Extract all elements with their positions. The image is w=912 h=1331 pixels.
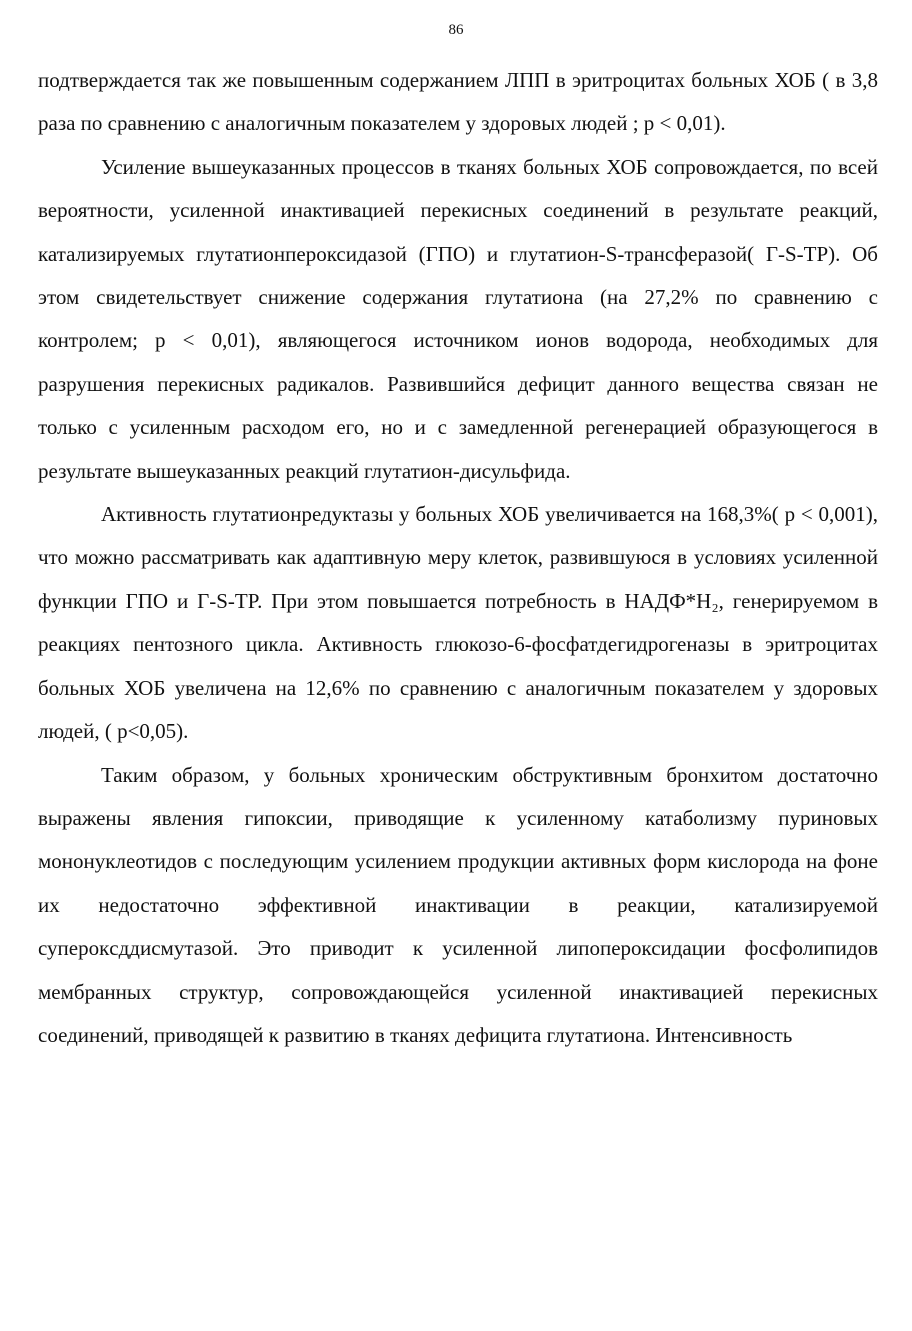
page-number: 86 xyxy=(448,22,464,38)
paragraph-glutathione-reductase: Активность глутатионредуктазы у больных ХОБ увеличивается на 168,3%( р < 0,001), что можно рассматривать как адаптивную меру клеток, развившуюся в условиях усиленной функции ГПО и Г-S-TP. При этом повышается потребность в НАДФ*Н₂, генерируемом в реакциях пентозного цикла. Активность глюкозо-6-фосфатдегидрогеназы в эритроцитах больных ХОБ увеличена на 12,6% по сравнению с аналогичным показателем у здоровых людей, ( р<0,05). xyxy=(38,502,878,744)
paragraph-continuation: подтверждается так же повышенным содержанием ЛПП в эритроцитах больных ХОБ ( в 3,8 раза по сравнению с аналогичным показателем у здоровых людей ; р < 0,01). xyxy=(38,68,878,136)
paragraph-conclusion: Таким образом, у больных хроническим обструктивным бронхитом достаточно выражены явления гипоксии, приводящие к усиленному катаболизму пуриновых мононуклеотидов с последующим усилением продукции активных форм кислорода на фоне их недостаточно эффективной инактивации в реакции, катализируемой суперокcддисмутазой. Это приводит к усиленной липопероксидации фосфолипидов мембранных структур, сопровождающейся усиленной инактивацией перекисных соединений, приводящей к развитию в тканях дефицита глутатиона. Интенсивность xyxy=(38,762,878,1047)
page-body xyxy=(38,59,878,1057)
paragraph-glutathione-inactivation: Усиление вышеуказанных процессов в тканях больных ХОБ сопровождается, по всей вероятности, усиленной инактивацией перекисных соединений в результате реакций, катализируемых глутатионпероксидазой (ГПО) и глутатион-S-трансферазой( Г-S-TP). Об этом свидетельствует снижение содержания глутатиона (на 27,2% по сравнению с контролем; р < 0,01), являющегося источником ионов водорода, необходимых для разрушения перекисных радикалов. Развившийся дефицит данного вещества связан не только с усиленным расходом его, но и с замедленной регенерацией образующегося в результате вышеуказанных реакций глутатион-дисульфида. xyxy=(38,154,878,483)
